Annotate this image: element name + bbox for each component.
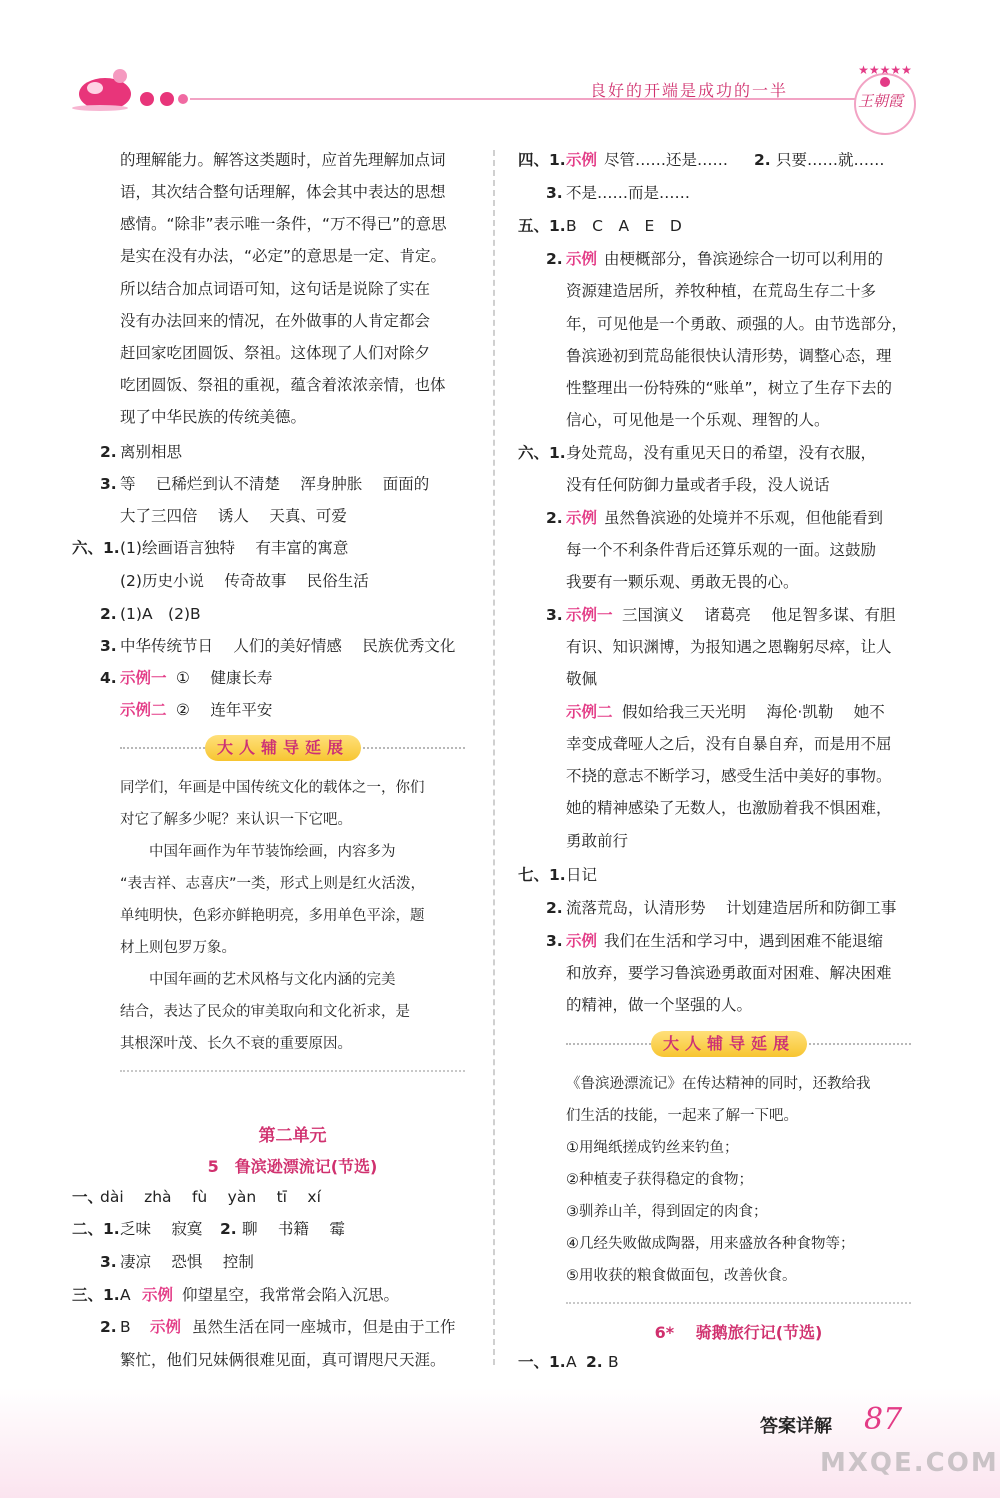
answer-choice: A [566, 1353, 577, 1371]
answer-text: 日记 [566, 866, 598, 884]
answer-text: 凄凉 恐惧 控制 [120, 1253, 254, 1271]
answer-text: 身处荒岛，没有重见天日的希望，没有衣服， [566, 444, 877, 462]
answer-text: 不挠的意志不断学习，感受生活中美好的事物。 [566, 767, 892, 785]
answer-text: 鲁滨逊初到荒岛能很快认清形势，调整心态，理 [566, 347, 892, 365]
note-line: “表吉祥、志喜庆”一类，形式上则是红火活泼， [120, 876, 426, 892]
question-number: 2. [100, 605, 117, 623]
answer-text: 乏味 寂寞 [120, 1220, 203, 1238]
question-number: 2. [546, 899, 563, 917]
answer-text: 她的精神感染了无数人，也激励着我不惧困难， [566, 799, 892, 817]
text-line: 是实在没有办法，“必定”的意思是一定、肯定。 [120, 247, 447, 265]
note-line: ③驯养山羊，得到固定的肉食； [566, 1204, 768, 1220]
example-label: 示例一 [566, 606, 613, 624]
section-number: 一、 [72, 1188, 104, 1206]
question-number: 3. [546, 606, 563, 624]
text-line: 感情。“除非”表示唯一条件，“万不得已”的意思 [120, 215, 447, 233]
answer-text: 仰望星空，我常常会陷入沉思。 [182, 1286, 400, 1304]
page-number: 87 [864, 1402, 903, 1437]
text-line: 的理解能力。解答这类题时，应首先理解加点词 [120, 151, 446, 169]
answer-text: (1)绘画语言独特 有丰富的寓意 [120, 539, 349, 557]
answer-text: 资源建造居所，养牧种植，在荒岛生存二十多 [566, 282, 877, 300]
answer-text: (1)A (2)B [120, 605, 201, 623]
example-label: 示例 [566, 250, 598, 268]
answer-text: 性整理出一份特殊的“账单”，树立了生存下去的 [566, 379, 893, 397]
answer-text: 信心，可见他是一个乐观、理智的人。 [566, 411, 830, 429]
answer-text: 的精神，做一个坚强的人。 [566, 996, 753, 1014]
section-number: 一、1. [518, 1353, 566, 1371]
note-line: 《鲁滨逊漂流记》在传达精神的同时，还教给我 [566, 1076, 871, 1092]
tutor-banner [566, 1029, 911, 1059]
answer-text: 尽管……还是…… [604, 151, 729, 169]
note-line: 同学们，年画是中国传统文化的载体之一，你们 [120, 780, 425, 796]
section-number: 四、1. [518, 151, 566, 169]
tutor-banner [120, 733, 465, 763]
answer-text: 我要有一颗乐观、勇敢无畏的心。 [566, 573, 799, 591]
example-label: 示例 [150, 1318, 182, 1336]
section-number: 六、1. [518, 444, 566, 462]
question-number: 4. [100, 669, 117, 687]
answer-text: 由梗概部分，鲁滨逊综合一切可以利用的 [604, 250, 884, 268]
answer-text: B C A E D [566, 217, 682, 235]
note-line: 中国年画的艺术风格与文化内涵的完美 [120, 972, 396, 988]
answer-text: ① 健康长寿 [176, 669, 273, 687]
answer-text: 等 已稀烂到认不清楚 浑身肿胀 面面的 [120, 475, 430, 493]
answer-text: 离别相思 [120, 443, 183, 461]
answer-choice: A [120, 1286, 131, 1304]
answer-text: 三国演义 诸葛亮 他足智多谋、有胆 [622, 606, 896, 624]
column-divider [493, 150, 495, 1365]
question-number: 2. [100, 443, 117, 461]
lesson-title: 6* 骑鹅旅行记(节选) [654, 1323, 823, 1342]
answer-text: 只要……就…… [776, 151, 885, 169]
answer-text: 幸变成聋哑人之后，没有自暴自弃，而是用不屈 [566, 735, 892, 753]
answer-text: 每一个不利条件背后还算乐观的一面。这鼓励 [566, 541, 877, 559]
answer-text: 和放弃，要学习鲁滨逊勇敢面对困难、解决困难 [566, 964, 892, 982]
example-label: 示例 [566, 932, 598, 950]
answer-text: 虽然生活在同一座城市，但是由于工作 [192, 1318, 456, 1336]
lesson-title: 5 鲁滨逊漂流记(节选) [207, 1157, 378, 1176]
unit-title: 第二单元 [258, 1126, 327, 1146]
question-number: 3. [100, 1253, 117, 1271]
question-number: 2. [100, 1318, 117, 1336]
question-number: 2. [220, 1220, 237, 1238]
question-number: 2. [546, 509, 563, 527]
watermark: MXQE.COM [820, 1448, 999, 1478]
answer-choice: B [120, 1318, 131, 1336]
answer-text: 繁忙，他们兄妹俩很难见面，真可谓咫尺天涯。 [120, 1351, 446, 1369]
section-number: 三、1. [72, 1286, 120, 1304]
example-label: 示例 [142, 1286, 174, 1304]
answer-text: 假如给我三天光明 海伦·凯勒 她不 [622, 703, 885, 721]
section-number: 五、1. [518, 217, 566, 235]
example-label: 示例 [566, 151, 598, 169]
question-number: 2. [546, 250, 563, 268]
note-line: ①用绳纸搓成钓丝来钓鱼； [566, 1140, 739, 1156]
question-number: 3. [100, 637, 117, 655]
answer-text: 敬佩 [566, 670, 598, 688]
separator [120, 1070, 465, 1072]
text-line: 现了中华民族的传统美德。 [120, 408, 307, 426]
separator [566, 1302, 911, 1304]
text-line: 语，其次结合整句话理解，体会其中表达的思想 [120, 183, 446, 201]
example-label: 示例 [566, 509, 598, 527]
question-number: 2. [754, 151, 771, 169]
answer-choice: B [608, 1353, 619, 1371]
answer-text: 中华传统节日 人们的美好情感 民族优秀文化 [120, 637, 456, 655]
answer-text: 有识、知识渊博，为报知遇之恩鞠躬尽瘁，让人 [566, 638, 892, 656]
example-label: 示例二 [566, 703, 613, 721]
text-line: 吃团圆饭、祭祖的重视，蕴含着浓浓亲情，也体 [120, 376, 446, 394]
answer-text: (2)历史小说 传奇故事 民俗生活 [120, 572, 369, 590]
question-number: 3. [100, 475, 117, 493]
svg-text:★★★★★: ★★★★★ [858, 63, 912, 77]
answer-text: 没有任何防御力量或者手段，没人说话 [566, 476, 830, 494]
section-number: 二、1. [72, 1220, 120, 1238]
mascot-icon [70, 62, 140, 112]
footer-label: 答案详解 [760, 1416, 832, 1437]
section-number: 六、1. [72, 539, 120, 557]
answer-text: 流落荒岛，认清形势 计划建造居所和防御工事 [566, 899, 897, 917]
question-number: 2. [586, 1353, 603, 1371]
example-label: 示例一 [120, 669, 167, 687]
question-number: 3. [546, 184, 563, 202]
example-label: 示例二 [120, 701, 167, 719]
answer-text: dài zhà fù yàn tī xí [100, 1188, 321, 1206]
note-line: 材上则包罗万象。 [120, 940, 236, 956]
answer-text: ② 连年平安 [176, 701, 273, 719]
note-line: ②种植麦子获得稳定的食物； [566, 1172, 753, 1188]
answer-text: 虽然鲁滨逊的处境并不乐观，但他能看到 [604, 509, 884, 527]
note-line: ⑤用收获的粮食做面包，改善伙食。 [566, 1268, 797, 1284]
answer-text: 勇敢前行 [566, 832, 629, 850]
note-line: 对它了解多少呢？来认识一下它吧。 [120, 812, 352, 828]
answer-text: 年，可见他是一个勇敢、顽强的人。由节选部分， [566, 315, 908, 333]
text-line: 没有办法回来的情况，在外做事的人肯定都会 [120, 312, 431, 330]
note-line: 单纯明快，色彩亦鲜艳明亮，多用单色平涂，题 [120, 908, 425, 924]
answer-text: 聊 书籍 霉 [242, 1220, 345, 1238]
note-line: ④几经失败做成陶器，用来盛放各种食物等； [566, 1236, 855, 1252]
brand-name: 王朝霞 [858, 92, 904, 110]
footer-background [0, 1388, 1000, 1498]
note-line: 其根深叶茂、长久不衰的重要原因。 [120, 1036, 352, 1052]
note-line: 们生活的技能，一起来了解一下吧。 [566, 1108, 798, 1124]
text-line: 赶回家吃团圆饭、祭祖。这体现了人们对除夕 [120, 344, 431, 362]
question-number: 3. [546, 932, 563, 950]
answer-text: 我们在生活和学习中，遇到困难不能退缩 [604, 932, 884, 950]
banner-title: 大人辅导延展 [651, 1031, 807, 1057]
text-line: 所以结合加点词语可知，这句话是说除了实在 [120, 280, 431, 298]
banner-title: 大人辅导延展 [205, 735, 361, 761]
header-motto: 良好的开端是成功的一半 [590, 81, 789, 100]
note-line: 中国年画作为年节装饰绘画，内容多为 [120, 844, 396, 860]
section-number: 七、1. [518, 866, 566, 884]
page-header [0, 0, 1000, 140]
answer-text: 大了三四倍 诱人 天真、可爱 [120, 507, 347, 525]
answer-text: 不是……而是…… [566, 184, 691, 202]
note-line: 结合，表达了民众的审美取向和文化祈求，是 [120, 1004, 410, 1020]
